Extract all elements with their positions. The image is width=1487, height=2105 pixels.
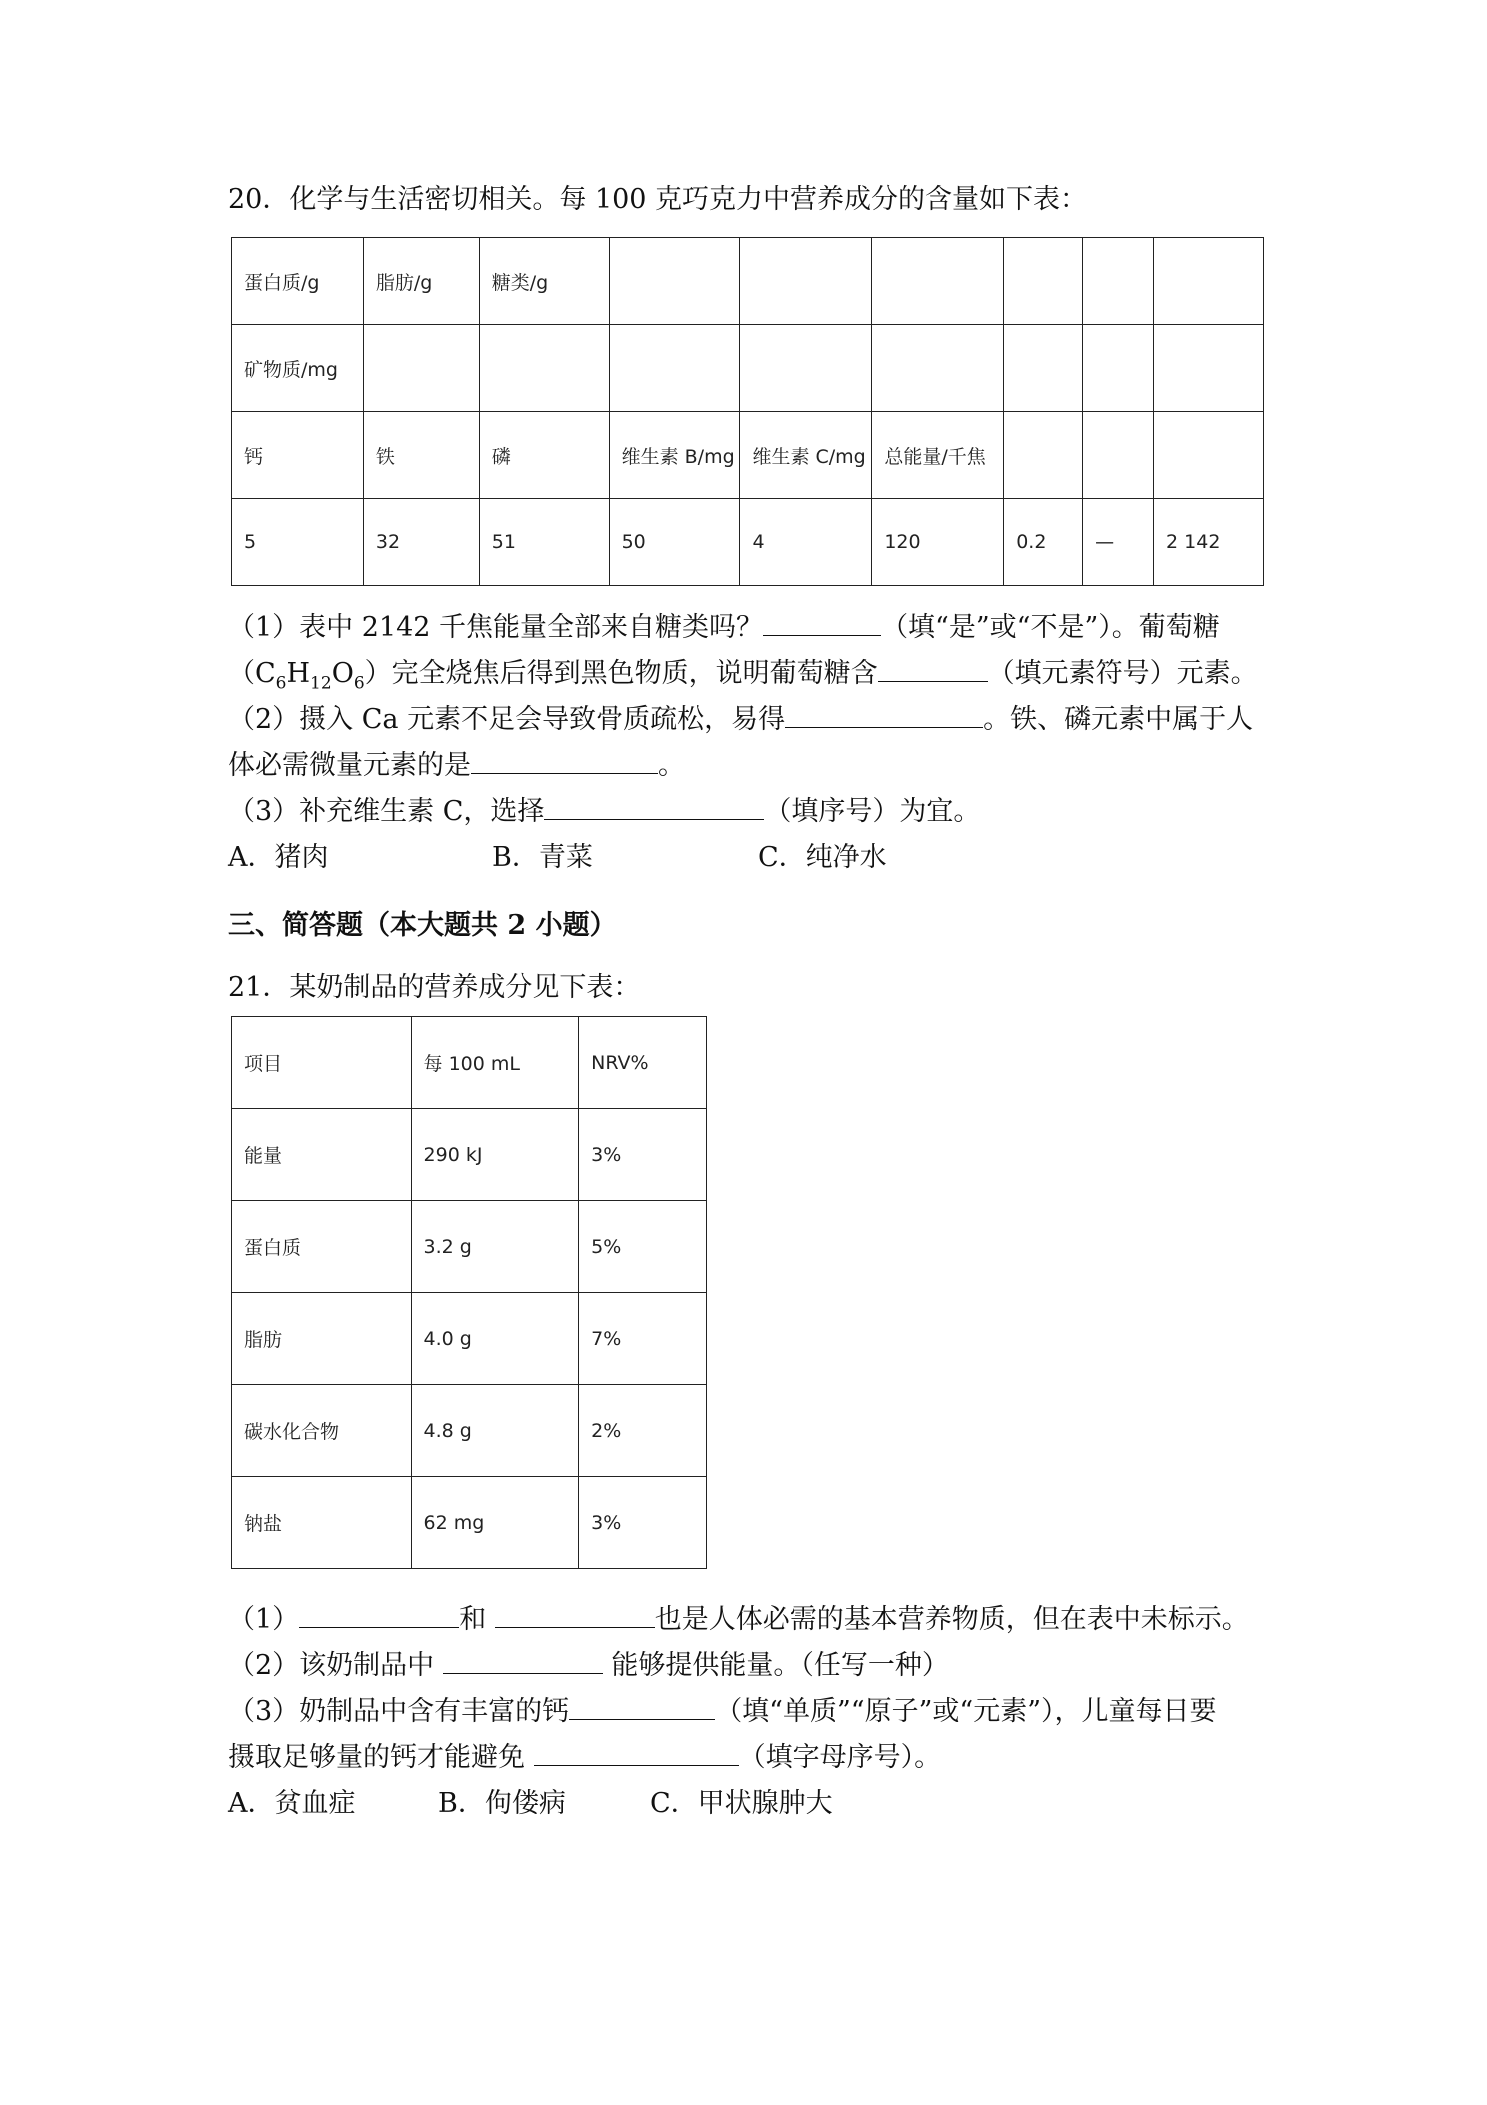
table-cell: 62 mg (411, 1477, 579, 1569)
chocolate-nutrition-table (231, 237, 1264, 586)
q21-part3-line1: （3）奶制品中含有丰富的钙 （填“单质”“原子”或“元素”），儿童每日要 (228, 1692, 1217, 1732)
table-row (232, 412, 1264, 499)
table-cell: 0.2 (1004, 499, 1083, 586)
table-row (232, 1385, 707, 1477)
table-cell: 2% (579, 1385, 707, 1477)
answer-blank[interactable] (471, 747, 658, 774)
q20-options (228, 838, 887, 878)
table-cell (740, 325, 872, 412)
table-cell: 铁 (363, 412, 479, 499)
table-cell: 每 100 mL (411, 1017, 579, 1109)
table-cell: 120 (872, 499, 1004, 586)
table-cell: 4.8 g (411, 1385, 579, 1477)
question-21-title: 21．某奶制品的营养成分见下表： (228, 972, 641, 1003)
option-a[interactable]: A．贫血症 (228, 1788, 356, 1819)
table-cell (1004, 412, 1083, 499)
table-cell: 脂肪 (232, 1293, 412, 1385)
q21-part3-line2: 摄取足够量的钙才能避免 （填字母序号）。 (228, 1738, 941, 1778)
table-cell: 能量 (232, 1109, 412, 1201)
table-cell: 磷 (479, 412, 609, 499)
table-cell: 3.2 g (411, 1201, 579, 1293)
table-cell (363, 325, 479, 412)
table-cell (609, 238, 740, 325)
answer-blank[interactable] (534, 1739, 739, 1766)
table-cell: 51 (479, 499, 609, 586)
table-cell (479, 325, 609, 412)
table-cell (1083, 325, 1154, 412)
table-cell: 糖类/g (479, 238, 609, 325)
table-cell: 蛋白质 (232, 1201, 412, 1293)
q20-part3: （3）补充维生素 C，选择 （填序号）为宜。 (228, 792, 980, 832)
table-cell (872, 325, 1004, 412)
table-row (232, 1017, 707, 1109)
option-c[interactable]: C．甲状腺肿大 (650, 1788, 833, 1819)
table-cell (609, 325, 740, 412)
option-b[interactable]: B．佝偻病 (438, 1788, 566, 1819)
table-cell: 脂肪/g (363, 238, 479, 325)
table-cell: 维生素 C/mg (740, 412, 872, 499)
table-cell: 2 142 (1154, 499, 1264, 586)
q20-part1-line1: （1）表中 2142 千焦能量全部来自糖类吗？ （填“是”或“不是”）。葡萄糖 (228, 608, 1220, 648)
table-cell: 4.0 g (411, 1293, 579, 1385)
table-cell: 维生素 B/mg (609, 412, 740, 499)
section-heading: 三、简答题（本大题共 2 小题） (228, 910, 617, 941)
table-cell: 钠盐 (232, 1477, 412, 1569)
table-cell: 蛋白质/g (232, 238, 364, 325)
dairy-nutrition-table (231, 1016, 707, 1569)
answer-blank[interactable] (569, 1693, 715, 1720)
question-20-title: 20．化学与生活密切相关。每 100 克巧克力中营养成分的含量如下表： (228, 184, 1088, 215)
table-cell: — (1083, 499, 1154, 586)
table-cell: 项目 (232, 1017, 412, 1109)
table-cell: 290 kJ (411, 1109, 579, 1201)
table-cell: 矿物质/mg (232, 325, 364, 412)
table-cell: 总能量/千焦 (872, 412, 1004, 499)
table-row (232, 1477, 707, 1569)
table-cell: 32 (363, 499, 479, 586)
table-row (232, 1109, 707, 1201)
table-cell (1004, 238, 1083, 325)
answer-blank[interactable] (495, 1601, 655, 1628)
table-row (232, 325, 1264, 412)
q21-part1: （1） 和 也是人体必需的基本营养物质，但在表中未标示。 (228, 1600, 1249, 1640)
table-cell: 5% (579, 1201, 707, 1293)
table-cell: 3% (579, 1477, 707, 1569)
q20-part1-line2: $(C_6H_{12}O_6)$完全烧焦后得到黑色物质，说明葡萄糖含 （填元素符号）元素。 (228, 654, 1258, 703)
table-cell (872, 238, 1004, 325)
table-cell: 5 (232, 499, 364, 586)
q21-part2: （2）该奶制品中 能够提供能量。（任写一种） (228, 1646, 949, 1686)
table-cell: 50 (609, 499, 740, 586)
answer-blank[interactable] (544, 793, 764, 820)
table-cell (1154, 238, 1264, 325)
table-row (232, 1293, 707, 1385)
table-cell (1154, 325, 1264, 412)
table-cell (1004, 325, 1083, 412)
answer-blank[interactable] (785, 701, 983, 728)
answer-blank[interactable] (299, 1601, 459, 1628)
option-c[interactable]: C．纯净水 (758, 842, 887, 873)
table-cell (1154, 412, 1264, 499)
table-cell: NRV% (579, 1017, 707, 1109)
table-row (232, 238, 1264, 325)
table-row (232, 499, 1264, 586)
table-row (232, 1201, 707, 1293)
table-cell: 4 (740, 499, 872, 586)
table-cell: 3% (579, 1109, 707, 1201)
answer-blank[interactable] (763, 609, 881, 636)
q21-options (228, 1784, 833, 1824)
q20-part2-line1: （2）摄入 Ca 元素不足会导致骨质疏松，易得 。铁、磷元素中属于人 (228, 700, 1253, 740)
option-b[interactable]: B．青菜 (492, 842, 593, 873)
option-a[interactable]: A．猪肉 (228, 842, 329, 873)
table-cell (1083, 238, 1154, 325)
answer-blank[interactable] (443, 1647, 603, 1674)
q20-part2-line2: 体必需微量元素的是 。 (228, 746, 685, 786)
table-cell (740, 238, 872, 325)
table-cell (1083, 412, 1154, 499)
table-cell: 碳水化合物 (232, 1385, 412, 1477)
table-cell: 钙 (232, 412, 364, 499)
answer-blank[interactable] (878, 655, 988, 682)
table-cell: 7% (579, 1293, 707, 1385)
